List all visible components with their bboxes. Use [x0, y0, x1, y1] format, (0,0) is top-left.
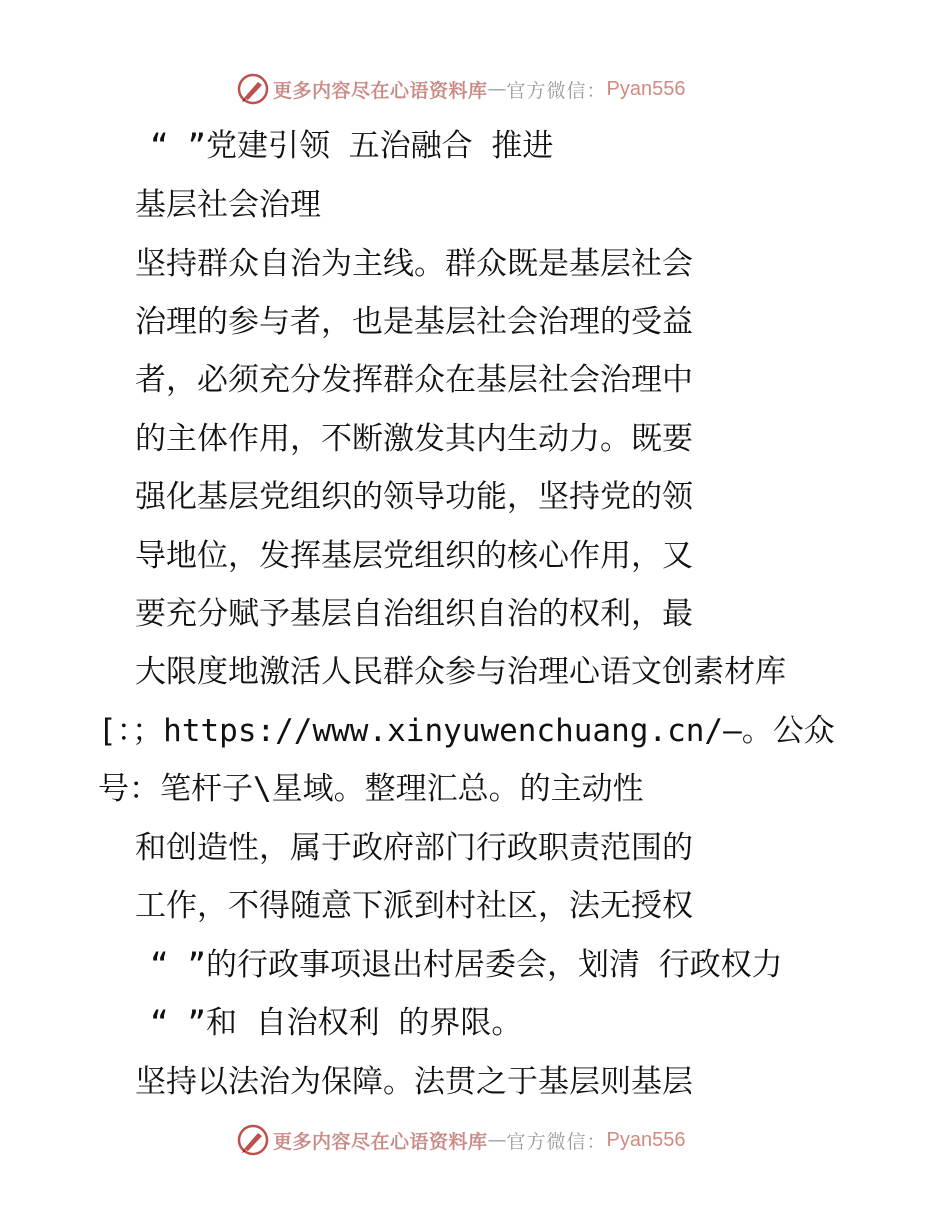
banner-wechat-id: Pyan556 — [606, 77, 686, 100]
banner-dash: — — [487, 78, 507, 100]
text-line: 导地位，发挥基层党组织的核心作用，又 — [135, 538, 693, 574]
text-line: 要充分赋予基层自治组织自治的权利，最 — [135, 596, 693, 632]
pen-logo-icon — [236, 72, 270, 106]
banner-title: 更多内容尽在心语资料库 — [273, 1130, 488, 1153]
pen-logo-icon — [236, 1123, 270, 1157]
text-line: 坚持群众自治为主线。群众既是基层社会 — [135, 246, 693, 282]
title-line-1: “ ”党建引领 五治融合 推进 — [150, 128, 554, 164]
banner-wechat-label: 官方微信： — [506, 1130, 607, 1153]
banner-dash: — — [487, 1129, 507, 1151]
text-line: 大限度地激活人民群众参与治理心语文创素材库 — [135, 654, 786, 690]
text-line: 者，必须充分发挥群众在基层社会治理中 — [135, 362, 693, 398]
text-line: 的主体作用，不断激发其内生动力。既要 — [135, 421, 693, 457]
text-line: “ ”和 自治权利 的界限。 — [150, 1005, 523, 1041]
text-line: 和创造性，属于政府部门行政职责范围的 — [135, 830, 693, 866]
text-line: 强化基层党组织的领导功能，坚持党的领 — [135, 479, 693, 515]
banner-wechat-id: Pyan556 — [606, 1128, 686, 1151]
title-line-2: 基层社会治理 — [135, 187, 321, 223]
text-line: 号：笔杆子\星域。整理汇总。的主动性 — [98, 771, 644, 807]
header-banner — [236, 72, 686, 106]
text-line: 治理的参与者，也是基层社会治理的受益 — [135, 304, 693, 340]
banner-wechat-label: 官方微信： — [506, 79, 607, 102]
text-line: “ ”的行政事项退出村居委会，划清 行政权力 — [150, 947, 783, 983]
text-line: 工作，不得随意下派到村社区，法无授权 — [135, 888, 693, 924]
footer-banner — [236, 1123, 686, 1157]
banner-title: 更多内容尽在心语资料库 — [273, 79, 488, 102]
text-line: 坚持以法治为保障。法贯之于基层则基层 — [135, 1064, 693, 1100]
text-line: [：；https://www.xinyuwenchuang.cn/—。公众 — [98, 713, 835, 749]
